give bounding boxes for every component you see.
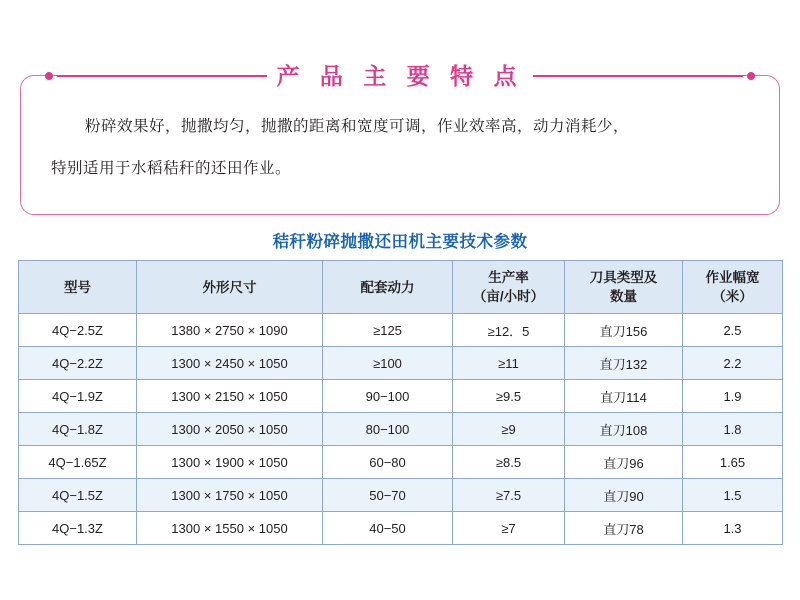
table-row <box>19 347 783 380</box>
features-description-line-1: 粉碎效果好，抛撒均匀，抛撒的距离和宽度可调，作业效率高，动力消耗少， <box>85 118 630 135</box>
cell-productivity: ≥12．5 <box>453 314 565 347</box>
cell-power: 50−70 <box>323 479 453 512</box>
header-width-line-2: （米） <box>712 289 753 304</box>
spec-table-title: 秸秆粉碎抛撒还田机主要技术参数 <box>272 233 528 251</box>
cell-blade: 直刀108 <box>565 413 683 446</box>
cell-dimensions: 1300 × 1550 × 1050 <box>137 512 323 545</box>
cell-dimensions: 1300 × 1750 × 1050 <box>137 479 323 512</box>
cell-width: 2.5 <box>683 314 783 347</box>
cell-model: 4Q−1.9Z <box>19 380 137 413</box>
cell-width: 2.2 <box>683 347 783 380</box>
cell-model: 4Q−2.2Z <box>19 347 137 380</box>
header-width-line-1: 作业幅宽 <box>705 270 760 285</box>
header-dimensions: 外形尺寸 <box>137 261 323 314</box>
header-productivity-line-2: （亩/小时） <box>472 289 545 304</box>
table-row <box>19 314 783 347</box>
table-row <box>19 380 783 413</box>
header-productivity <box>453 261 565 314</box>
cell-width: 1.5 <box>683 479 783 512</box>
cell-blade: 直刀90 <box>565 479 683 512</box>
header-blade-line-1: 刀具类型及 <box>589 270 658 285</box>
cell-power: 60−80 <box>323 446 453 479</box>
spec-table <box>18 260 783 545</box>
spec-table-wrap <box>18 260 782 545</box>
header-productivity-line-1: 生产率 <box>488 270 529 285</box>
cell-productivity: ≥11 <box>453 347 565 380</box>
cell-dimensions: 1300 × 2450 × 1050 <box>137 347 323 380</box>
header-model: 型号 <box>19 261 137 314</box>
header-width <box>683 261 783 314</box>
cell-power: 80−100 <box>323 413 453 446</box>
product-features-box <box>20 63 780 215</box>
features-description-line-2: 特别适用于水稻秸秆的还田作业。 <box>51 160 292 177</box>
cell-power: 40−50 <box>323 512 453 545</box>
features-description <box>51 106 753 190</box>
cell-power: ≥125 <box>323 314 453 347</box>
cell-productivity: ≥9.5 <box>453 380 565 413</box>
table-row <box>19 512 783 545</box>
header-blade <box>565 261 683 314</box>
table-row <box>19 446 783 479</box>
cell-width: 1.9 <box>683 380 783 413</box>
table-row <box>19 479 783 512</box>
cell-width: 1.65 <box>683 446 783 479</box>
title-rule-right <box>533 75 743 77</box>
cell-productivity: ≥8.5 <box>453 446 565 479</box>
cell-model: 4Q−1.65Z <box>19 446 137 479</box>
cell-width: 1.8 <box>683 413 783 446</box>
cell-productivity: ≥7.5 <box>453 479 565 512</box>
cell-model: 4Q−1.5Z <box>19 479 137 512</box>
cell-blade: 直刀132 <box>565 347 683 380</box>
title-dot-left-icon <box>45 72 53 80</box>
cell-dimensions: 1300 × 2050 × 1050 <box>137 413 323 446</box>
cell-blade: 直刀114 <box>565 380 683 413</box>
cell-productivity: ≥7 <box>453 512 565 545</box>
cell-blade: 直刀78 <box>565 512 683 545</box>
title-dot-right-icon <box>747 72 755 80</box>
cell-blade: 直刀96 <box>565 446 683 479</box>
cell-power: 90−100 <box>323 380 453 413</box>
cell-power: ≥100 <box>323 347 453 380</box>
cell-dimensions: 1380 × 2750 × 1090 <box>137 314 323 347</box>
cell-model: 4Q−2.5Z <box>19 314 137 347</box>
spec-table-body <box>19 314 783 545</box>
header-power: 配套动力 <box>323 261 453 314</box>
header-blade-line-2: 数量 <box>610 289 637 304</box>
cell-dimensions: 1300 × 2150 × 1050 <box>137 380 323 413</box>
features-title-bar <box>21 57 779 95</box>
cell-blade: 直刀156 <box>565 314 683 347</box>
spec-table-header-row <box>19 261 783 314</box>
cell-width: 1.3 <box>683 512 783 545</box>
title-rule-left <box>57 75 267 77</box>
table-row <box>19 413 783 446</box>
features-title: 产 品 主 要 特 点 <box>255 57 546 95</box>
cell-dimensions: 1300 × 1900 × 1050 <box>137 446 323 479</box>
cell-productivity: ≥9 <box>453 413 565 446</box>
cell-model: 4Q−1.3Z <box>19 512 137 545</box>
cell-model: 4Q−1.8Z <box>19 413 137 446</box>
